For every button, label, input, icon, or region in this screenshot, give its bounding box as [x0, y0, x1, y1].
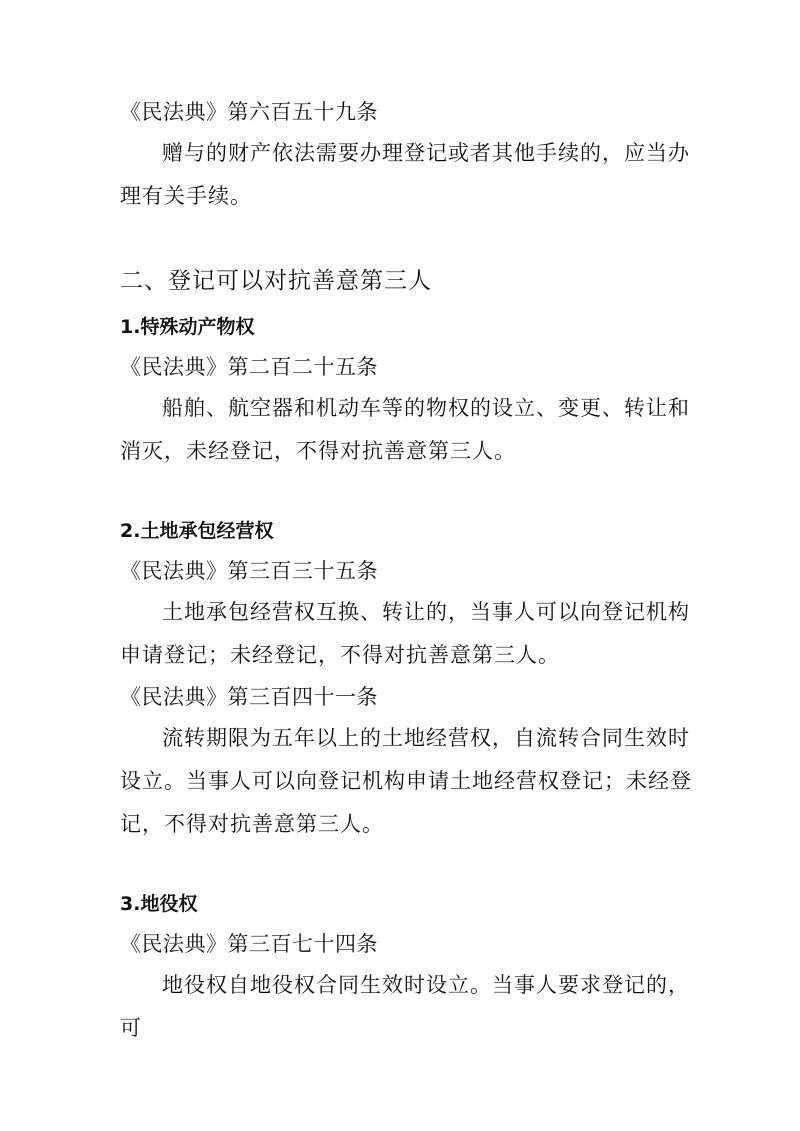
article-reference: 《民法典》第二百二十五条 — [120, 355, 378, 379]
article-reference: 《民法典》第三百三十五条 — [120, 559, 378, 583]
article-text: 土地承包经营权互换、转让的，当事人可以向登记机构申请登记；未经登记，不得对抗善意第三人。 — [120, 600, 690, 667]
article-text: 流转期限为五年以上的土地经营权，自流转合同生效时设立。当事人可以向登记机构申请土地经营权登记；未经登记，不得对抗善意第三人。 — [120, 726, 692, 836]
article-text: 船舶、航空器和机动车等的物权的设立、变更、转让和消灭，未经登记，不得对抗善意第三人。 — [120, 396, 690, 463]
article-reference: 《民法典》第六百五十九条 — [120, 100, 378, 124]
section-heading: 二、登记可以对抗善意第三人 — [120, 268, 432, 294]
article-text: 赠与的财产依法需要办理登记或者其他手续的，应当办理有关手续。 — [120, 141, 690, 208]
document-body — [120, 92, 695, 1050]
subsection-heading: 2.土地承包经营权 — [120, 520, 274, 542]
article-reference: 《民法典》第三百四十一条 — [120, 685, 378, 709]
subsection-heading: 1.特殊动产物权 — [120, 316, 255, 338]
spacer — [120, 218, 695, 261]
article-text: 地役权自地役权合同生效时设立。当事人要求登记的，可 — [120, 973, 690, 1040]
subsection-heading: 3.地役权 — [120, 893, 198, 915]
article-reference: 《民法典》第三百七十四条 — [120, 932, 378, 956]
spacer — [120, 846, 695, 884]
spacer — [120, 473, 695, 511]
